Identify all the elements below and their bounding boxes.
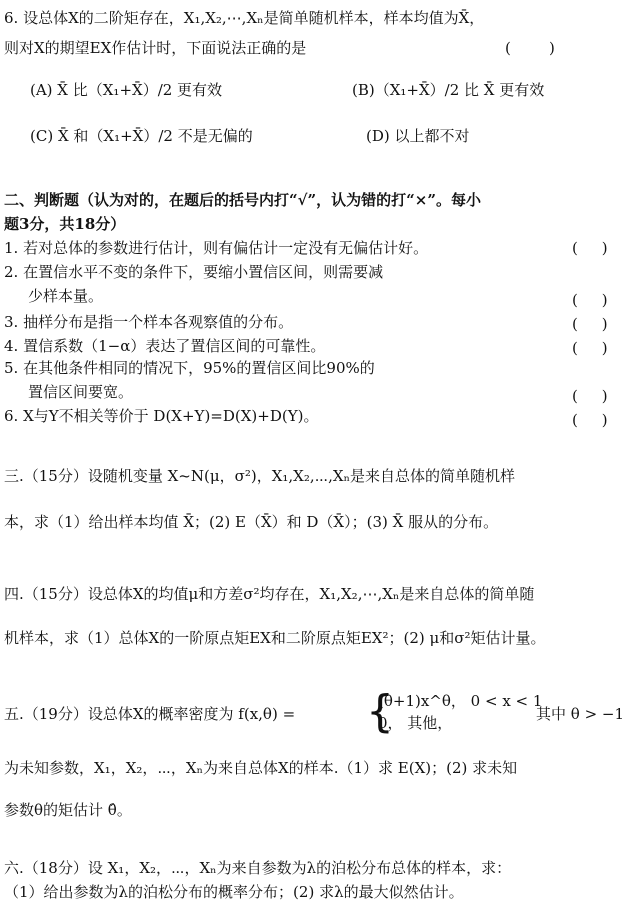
q6-option-a: (A) X̄ 比（X₁+X̄）/2 更有效 xyxy=(30,81,223,99)
q6-option-c: (C) X̄ 和（X₁+X̄）/2 不是无偏的 xyxy=(30,127,253,145)
sec2-item-2: 2. 在置信水平不变的条件下，要缩小置信区间，则需要减 xyxy=(4,263,384,281)
sec3-line-2: 本，求（1）给出样本均值 X̄；(2) E（X̄）和 D（X̄）；(3) X̄ 服从的分布。 xyxy=(4,513,499,531)
sec6-line-2: （1）给出参数为λ的泊松分布的概率分布；(2) 求λ的最大似然估计。 xyxy=(4,883,464,901)
sec4-line-2: 机样本，求（1）总体X的一阶原点矩EX和二阶原点矩EX²；(2) μ和σ²矩估计量。 xyxy=(4,629,546,647)
sec5-tail: 其中 θ > −1 xyxy=(536,705,625,723)
sec2-item-4: 4. 置信系数（1−α）表达了置信区间的可靠性。 xyxy=(4,337,326,355)
q6-option-b: (B)（X₁+X̄）/2 比 X̄ 更有效 xyxy=(352,81,545,99)
sec4-line-1: 四.（15分）设总体X的均值μ和方差σ²均存在，X₁,X₂,⋯,Xₙ是来自总体的简单随 xyxy=(4,585,535,603)
sec2-paren-2: ( ) xyxy=(572,291,608,309)
sec5-case-1: (θ+1)x^θ， 0 < x < 1 xyxy=(378,692,543,710)
sec2-item-2-cont: 少样本量。 xyxy=(28,287,104,305)
sec2-item-5-cont: 置信区间要宽。 xyxy=(28,383,134,401)
sec2-header-2: 题3分，共18分） xyxy=(4,215,126,233)
sec2-item-6: 6. X与Y不相关等价于 D(X+Y)=D(X)+D(Y)。 xyxy=(4,407,319,425)
sec2-paren-1: ( ) xyxy=(572,239,608,257)
sec2-paren-4: ( ) xyxy=(572,339,608,357)
sec2-paren-3: ( ) xyxy=(572,315,608,333)
sec5-intro: 五.（19分）设总体X的概率密度为 f(x,θ) = xyxy=(4,705,296,723)
sec3-line-1: 三.（15分）设随机变量 X~N(μ，σ²)，X₁,X₂,⋯,Xₙ是来自总体的简单随机样 xyxy=(4,467,516,485)
brace-icon: { xyxy=(366,686,394,737)
sec5-line-2: 为未知参数，X₁，X₂，⋯，Xₙ为来自总体X的样本.（1）求 E(X)；(2) 求未知 xyxy=(4,759,518,777)
sec2-paren-5: ( ) xyxy=(572,387,608,405)
q6-answer-paren: ( ) xyxy=(505,39,555,57)
sec2-header-1: 二、判断题（认为对的，在题后的括号内打“√”，认为错的打“×”。每小 xyxy=(4,191,481,209)
sec2-item-3: 3. 抽样分布是指一个样本各观察值的分布。 xyxy=(4,313,294,331)
sec5-line-3: 参数θ的矩估计 θ̂。 xyxy=(4,801,132,819)
q6-line-2: 则对X的期望EX作估计时，下面说法正确的是 xyxy=(4,39,307,57)
sec2-paren-6: ( ) xyxy=(572,411,608,429)
sec5-piecewise xyxy=(366,686,543,737)
q6-option-d: (D) 以上都不对 xyxy=(366,127,470,145)
sec6-line-1: 六.（18分）设 X₁，X₂，⋯，Xₙ为来自参数为λ的泊松分布总体的样本，求： xyxy=(4,859,512,877)
sec5-case-2: 0， 其他， xyxy=(378,714,453,732)
q6-line-1: 6. 设总体X的二阶矩存在，X₁,X₂,⋯,Xₙ是简单随机样本，样本均值为X̄， xyxy=(4,9,485,27)
sec2-item-1: 1. 若对总体的参数进行估计，则有偏估计一定没有无偏估计好。 xyxy=(4,239,429,257)
sec2-item-5: 5. 在其他条件相同的情况下，95%的置信区间比90%的 xyxy=(4,359,375,377)
